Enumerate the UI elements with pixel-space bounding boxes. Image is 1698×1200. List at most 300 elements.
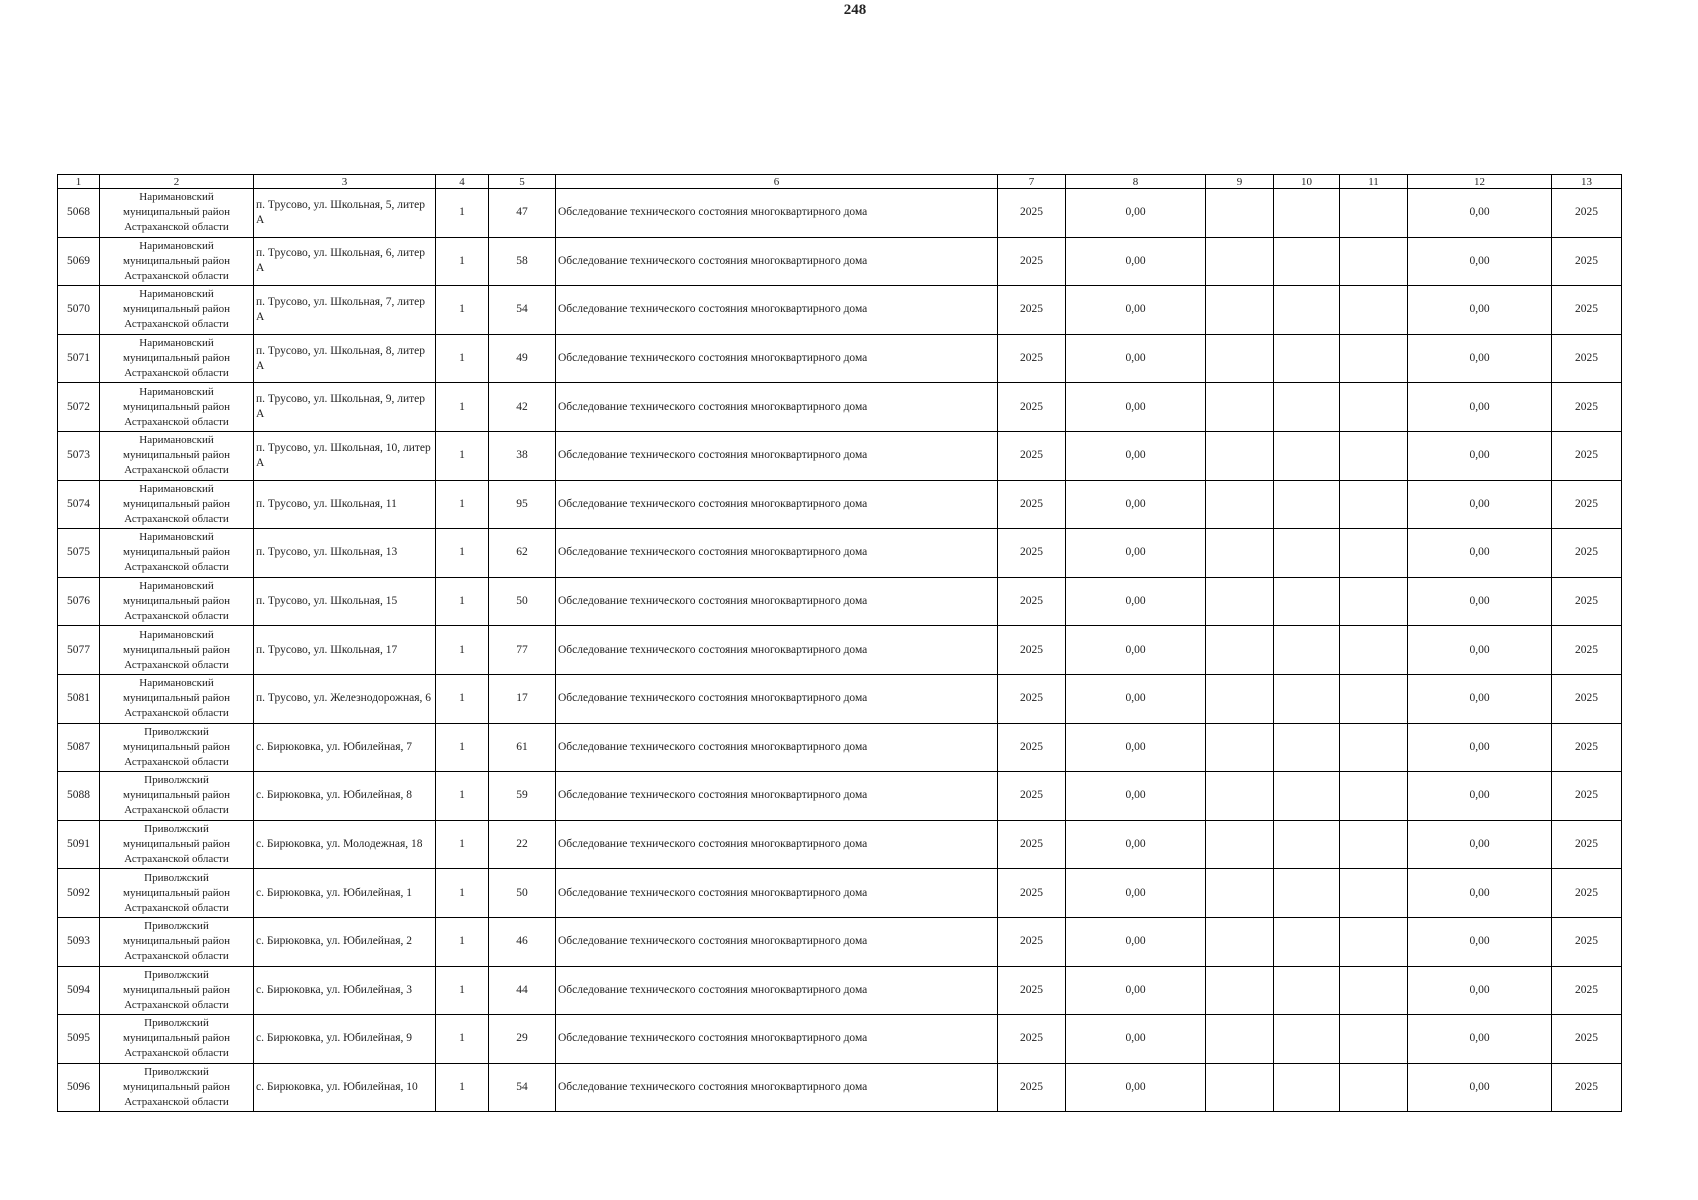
- cell-number: 5081: [58, 674, 100, 723]
- cell-col-9: [1206, 189, 1274, 238]
- cell-year: 2025: [998, 431, 1066, 480]
- cell-work-type: Обследование технического состояния многоквартирного дома: [556, 577, 998, 626]
- cell-number: 5092: [58, 869, 100, 918]
- cell-year: 2025: [998, 723, 1066, 772]
- cell-col-4: 1: [436, 189, 489, 238]
- cell-cost: 0,00: [1066, 480, 1206, 529]
- cell-address: с. Бирюковка, ул. Юбилейная, 9: [254, 1015, 436, 1064]
- cell-year: 2025: [998, 869, 1066, 918]
- cell-work-type: Обследование технического состояния многоквартирного дома: [556, 1015, 998, 1064]
- cell-work-type: Обследование технического состояния многоквартирного дома: [556, 966, 998, 1015]
- cell-municipality: [100, 286, 254, 335]
- cell-municipality: [100, 334, 254, 383]
- cell-cost: 0,00: [1066, 723, 1206, 772]
- cell-col-12: 0,00: [1408, 820, 1552, 869]
- cell-municipality: [100, 772, 254, 821]
- table-row: [58, 966, 1622, 1015]
- cell-col-9: [1206, 577, 1274, 626]
- cell-municipality: [100, 1063, 254, 1112]
- municipality-line: Наримановский: [139, 580, 214, 593]
- cell-col-9: [1206, 772, 1274, 821]
- cell-col-5: 46: [489, 917, 556, 966]
- cell-col-12: 0,00: [1408, 966, 1552, 1015]
- cell-col-5: 17: [489, 674, 556, 723]
- cell-municipality: [100, 431, 254, 480]
- cell-number: 5091: [58, 820, 100, 869]
- table-row: [58, 1015, 1622, 1064]
- cell-col-5: 22: [489, 820, 556, 869]
- municipality-line: муниципальный район: [123, 546, 230, 559]
- cell-year: 2025: [998, 577, 1066, 626]
- cell-number: 5093: [58, 917, 100, 966]
- cell-year: 2025: [998, 626, 1066, 675]
- cell-number: 5096: [58, 1063, 100, 1112]
- cell-year: 2025: [998, 334, 1066, 383]
- table-body: [58, 189, 1622, 1112]
- cell-col-12: 0,00: [1408, 577, 1552, 626]
- cell-col-13: 2025: [1552, 1063, 1622, 1112]
- cell-col-4: 1: [436, 869, 489, 918]
- page-number: 248: [843, 2, 867, 18]
- table-row: [58, 869, 1622, 918]
- cell-municipality: [100, 383, 254, 432]
- column-header: 8: [1066, 175, 1206, 189]
- cell-col-11: [1340, 431, 1408, 480]
- municipality-line: муниципальный район: [123, 206, 230, 219]
- cell-cost: 0,00: [1066, 966, 1206, 1015]
- cell-cost: 0,00: [1066, 1063, 1206, 1112]
- cell-number: 5070: [58, 286, 100, 335]
- cell-year: 2025: [998, 1063, 1066, 1112]
- table-row: [58, 431, 1622, 480]
- cell-col-13: 2025: [1552, 966, 1622, 1015]
- cell-col-10: [1274, 674, 1340, 723]
- column-number-row: [58, 175, 1622, 189]
- cell-col-9: [1206, 820, 1274, 869]
- cell-col-12: 0,00: [1408, 334, 1552, 383]
- cell-col-4: 1: [436, 334, 489, 383]
- cell-number: 5069: [58, 237, 100, 286]
- municipality-line: Астраханской области: [124, 755, 229, 768]
- municipality-line: Астраханской области: [124, 561, 229, 574]
- cell-col-13: 2025: [1552, 917, 1622, 966]
- cell-col-11: [1340, 237, 1408, 286]
- cell-col-13: 2025: [1552, 772, 1622, 821]
- cell-address: с. Бирюковка, ул. Юбилейная, 10: [254, 1063, 436, 1112]
- table-row: [58, 237, 1622, 286]
- cell-col-4: 1: [436, 383, 489, 432]
- cell-work-type: Обследование технического состояния многоквартирного дома: [556, 626, 998, 675]
- municipality-line: Приволжский: [144, 920, 209, 933]
- cell-address: с. Бирюковка, ул. Молодежная, 18: [254, 820, 436, 869]
- cell-col-13: 2025: [1552, 286, 1622, 335]
- cell-col-10: [1274, 869, 1340, 918]
- municipality-line: Астраханской области: [124, 221, 229, 234]
- column-header: 6: [556, 175, 998, 189]
- municipality-line: Приволжский: [144, 725, 209, 738]
- cell-work-type: Обследование технического состояния многоквартирного дома: [556, 334, 998, 383]
- cell-col-4: 1: [436, 431, 489, 480]
- municipality-line: Астраханской области: [124, 1047, 229, 1060]
- municipality-line: муниципальный район: [123, 740, 230, 753]
- municipality-line: муниципальный район: [123, 983, 230, 996]
- cell-col-10: [1274, 383, 1340, 432]
- cell-col-10: [1274, 626, 1340, 675]
- cell-municipality: [100, 577, 254, 626]
- municipality-line: муниципальный район: [123, 497, 230, 510]
- cell-col-10: [1274, 772, 1340, 821]
- cell-number: 5094: [58, 966, 100, 1015]
- cell-number: 5071: [58, 334, 100, 383]
- municipality-line: муниципальный район: [123, 935, 230, 948]
- municipality-line: Астраханской области: [124, 610, 229, 623]
- municipality-line: Астраханской области: [124, 464, 229, 477]
- cell-col-13: 2025: [1552, 820, 1622, 869]
- cell-address: п. Трусово, ул. Школьная, 13: [254, 529, 436, 578]
- table-row: [58, 286, 1622, 335]
- municipality-line: Астраханской области: [124, 367, 229, 380]
- municipality-line: муниципальный район: [123, 352, 230, 365]
- cell-col-9: [1206, 966, 1274, 1015]
- cell-col-12: 0,00: [1408, 1015, 1552, 1064]
- cell-municipality: [100, 820, 254, 869]
- municipality-line: Наримановский: [139, 288, 214, 301]
- cell-col-5: 42: [489, 383, 556, 432]
- cell-col-13: 2025: [1552, 431, 1622, 480]
- cell-address: п. Трусово, ул. Школьная, 8, литер А: [254, 334, 436, 383]
- cell-col-11: [1340, 820, 1408, 869]
- cell-col-9: [1206, 383, 1274, 432]
- cell-col-12: 0,00: [1408, 383, 1552, 432]
- municipality-line: муниципальный район: [123, 1080, 230, 1093]
- cell-col-9: [1206, 674, 1274, 723]
- cell-number: 5088: [58, 772, 100, 821]
- cell-cost: 0,00: [1066, 820, 1206, 869]
- cell-col-9: [1206, 917, 1274, 966]
- table-row: [58, 334, 1622, 383]
- cell-work-type: Обследование технического состояния многоквартирного дома: [556, 529, 998, 578]
- cell-col-10: [1274, 917, 1340, 966]
- cell-year: 2025: [998, 189, 1066, 238]
- municipality-line: Астраханской области: [124, 1095, 229, 1108]
- cell-col-10: [1274, 1015, 1340, 1064]
- cell-col-9: [1206, 529, 1274, 578]
- cell-col-4: 1: [436, 286, 489, 335]
- cell-col-4: 1: [436, 237, 489, 286]
- cell-col-13: 2025: [1552, 869, 1622, 918]
- cell-col-12: 0,00: [1408, 723, 1552, 772]
- cell-col-4: 1: [436, 577, 489, 626]
- municipality-line: Наримановский: [139, 677, 214, 690]
- cell-col-4: 1: [436, 1063, 489, 1112]
- cell-col-10: [1274, 529, 1340, 578]
- column-header: 7: [998, 175, 1066, 189]
- cell-address: п. Трусово, ул. Школьная, 5, литер А: [254, 189, 436, 238]
- column-header: 1: [58, 175, 100, 189]
- column-header: 3: [254, 175, 436, 189]
- cell-year: 2025: [998, 674, 1066, 723]
- cell-municipality: [100, 626, 254, 675]
- cell-year: 2025: [998, 1015, 1066, 1064]
- cell-address: с. Бирюковка, ул. Юбилейная, 7: [254, 723, 436, 772]
- column-header: 12: [1408, 175, 1552, 189]
- cell-address: п. Трусово, ул. Школьная, 15: [254, 577, 436, 626]
- cell-col-9: [1206, 334, 1274, 383]
- cell-number: 5077: [58, 626, 100, 675]
- municipality-line: Астраханской области: [124, 658, 229, 671]
- cell-cost: 0,00: [1066, 626, 1206, 675]
- cell-cost: 0,00: [1066, 286, 1206, 335]
- municipality-line: Астраханской области: [124, 998, 229, 1011]
- cell-municipality: [100, 237, 254, 286]
- cell-col-11: [1340, 1063, 1408, 1112]
- cell-cost: 0,00: [1066, 1015, 1206, 1064]
- cell-work-type: Обследование технического состояния многоквартирного дома: [556, 431, 998, 480]
- table-header: [58, 175, 1622, 189]
- cell-col-13: 2025: [1552, 334, 1622, 383]
- cell-col-11: [1340, 334, 1408, 383]
- municipality-line: муниципальный район: [123, 692, 230, 705]
- municipality-line: Астраханской области: [124, 269, 229, 282]
- cell-municipality: [100, 869, 254, 918]
- cell-cost: 0,00: [1066, 334, 1206, 383]
- municipality-line: муниципальный район: [123, 789, 230, 802]
- cell-address: с. Бирюковка, ул. Юбилейная, 3: [254, 966, 436, 1015]
- cell-col-12: 0,00: [1408, 626, 1552, 675]
- municipality-line: Астраханской области: [124, 707, 229, 720]
- cell-col-13: 2025: [1552, 674, 1622, 723]
- cell-col-11: [1340, 723, 1408, 772]
- column-header: 10: [1274, 175, 1340, 189]
- cell-col-11: [1340, 383, 1408, 432]
- cell-year: 2025: [998, 529, 1066, 578]
- cell-number: 5072: [58, 383, 100, 432]
- cell-col-9: [1206, 869, 1274, 918]
- cell-col-4: 1: [436, 626, 489, 675]
- municipality-line: Наримановский: [139, 191, 214, 204]
- cell-year: 2025: [998, 286, 1066, 335]
- municipality-line: Приволжский: [144, 1065, 209, 1078]
- cell-col-9: [1206, 237, 1274, 286]
- cell-col-12: 0,00: [1408, 189, 1552, 238]
- cell-work-type: Обследование технического состояния многоквартирного дома: [556, 189, 998, 238]
- cell-work-type: Обследование технического состояния многоквартирного дома: [556, 820, 998, 869]
- cell-col-13: 2025: [1552, 529, 1622, 578]
- municipality-line: Астраханской области: [124, 512, 229, 525]
- column-header: 4: [436, 175, 489, 189]
- municipality-line: Наримановский: [139, 531, 214, 544]
- cell-col-10: [1274, 189, 1340, 238]
- cell-col-10: [1274, 431, 1340, 480]
- municipality-line: Астраханской области: [124, 901, 229, 914]
- cell-address: с. Бирюковка, ул. Юбилейная, 1: [254, 869, 436, 918]
- cell-col-10: [1274, 237, 1340, 286]
- cell-col-4: 1: [436, 1015, 489, 1064]
- cell-col-4: 1: [436, 723, 489, 772]
- table-row: [58, 674, 1622, 723]
- cell-col-11: [1340, 966, 1408, 1015]
- cell-col-4: 1: [436, 529, 489, 578]
- cell-year: 2025: [998, 480, 1066, 529]
- municipality-line: Наримановский: [139, 337, 214, 350]
- column-header: 5: [489, 175, 556, 189]
- cell-number: 5087: [58, 723, 100, 772]
- cell-col-5: 29: [489, 1015, 556, 1064]
- cell-col-4: 1: [436, 966, 489, 1015]
- cell-col-13: 2025: [1552, 189, 1622, 238]
- table-row: [58, 917, 1622, 966]
- cell-col-5: 49: [489, 334, 556, 383]
- municipality-line: муниципальный район: [123, 449, 230, 462]
- cell-municipality: [100, 917, 254, 966]
- cell-year: 2025: [998, 820, 1066, 869]
- cell-col-4: 1: [436, 772, 489, 821]
- municipality-line: муниципальный район: [123, 254, 230, 267]
- cell-col-9: [1206, 723, 1274, 772]
- column-header: 9: [1206, 175, 1274, 189]
- municipality-line: Приволжский: [144, 823, 209, 836]
- cell-address: с. Бирюковка, ул. Юбилейная, 8: [254, 772, 436, 821]
- cell-cost: 0,00: [1066, 189, 1206, 238]
- cell-cost: 0,00: [1066, 431, 1206, 480]
- cell-col-5: 44: [489, 966, 556, 1015]
- cell-address: с. Бирюковка, ул. Юбилейная, 2: [254, 917, 436, 966]
- cell-col-11: [1340, 674, 1408, 723]
- table-row: [58, 383, 1622, 432]
- cell-address: п. Трусово, ул. Железнодорожная, 6: [254, 674, 436, 723]
- cell-col-5: 59: [489, 772, 556, 821]
- cell-cost: 0,00: [1066, 869, 1206, 918]
- cell-col-13: 2025: [1552, 480, 1622, 529]
- cell-col-10: [1274, 966, 1340, 1015]
- table-row: [58, 626, 1622, 675]
- cell-number: 5095: [58, 1015, 100, 1064]
- cell-col-12: 0,00: [1408, 237, 1552, 286]
- cell-municipality: [100, 966, 254, 1015]
- cell-col-12: 0,00: [1408, 917, 1552, 966]
- cell-col-12: 0,00: [1408, 674, 1552, 723]
- municipality-line: Наримановский: [139, 239, 214, 252]
- cell-col-11: [1340, 529, 1408, 578]
- cell-work-type: Обследование технического состояния многоквартирного дома: [556, 383, 998, 432]
- cell-number: 5076: [58, 577, 100, 626]
- municipality-line: Наримановский: [139, 482, 214, 495]
- cell-col-11: [1340, 869, 1408, 918]
- cell-col-4: 1: [436, 674, 489, 723]
- cell-col-13: 2025: [1552, 723, 1622, 772]
- municipality-line: муниципальный район: [123, 643, 230, 656]
- column-header: 13: [1552, 175, 1622, 189]
- cell-year: 2025: [998, 966, 1066, 1015]
- cell-col-5: 95: [489, 480, 556, 529]
- cell-work-type: Обследование технического состояния многоквартирного дома: [556, 723, 998, 772]
- cell-col-11: [1340, 772, 1408, 821]
- column-header: 11: [1340, 175, 1408, 189]
- cell-col-11: [1340, 480, 1408, 529]
- cell-number: 5074: [58, 480, 100, 529]
- cell-col-13: 2025: [1552, 237, 1622, 286]
- cell-cost: 0,00: [1066, 577, 1206, 626]
- municipality-line: Наримановский: [139, 385, 214, 398]
- table-row: [58, 772, 1622, 821]
- cell-col-5: 61: [489, 723, 556, 772]
- cell-col-5: 58: [489, 237, 556, 286]
- cell-col-13: 2025: [1552, 1015, 1622, 1064]
- cell-col-13: 2025: [1552, 626, 1622, 675]
- cell-col-5: 50: [489, 577, 556, 626]
- cell-year: 2025: [998, 237, 1066, 286]
- cell-col-11: [1340, 189, 1408, 238]
- cell-address: п. Трусово, ул. Школьная, 6, литер А: [254, 237, 436, 286]
- cell-col-9: [1206, 626, 1274, 675]
- cell-col-5: 62: [489, 529, 556, 578]
- column-header: 2: [100, 175, 254, 189]
- cell-address: п. Трусово, ул. Школьная, 10, литер А: [254, 431, 436, 480]
- municipality-line: Астраханской области: [124, 853, 229, 866]
- cell-municipality: [100, 723, 254, 772]
- cell-col-5: 38: [489, 431, 556, 480]
- cell-work-type: Обследование технического состояния многоквартирного дома: [556, 917, 998, 966]
- cell-work-type: Обследование технического состояния многоквартирного дома: [556, 237, 998, 286]
- cell-number: 5068: [58, 189, 100, 238]
- cell-cost: 0,00: [1066, 529, 1206, 578]
- cell-number: 5073: [58, 431, 100, 480]
- municipality-line: Приволжский: [144, 1017, 209, 1030]
- cell-col-10: [1274, 480, 1340, 529]
- cell-col-9: [1206, 431, 1274, 480]
- municipality-line: Астраханской области: [124, 318, 229, 331]
- cell-col-10: [1274, 1063, 1340, 1112]
- table-row: [58, 529, 1622, 578]
- cell-col-10: [1274, 286, 1340, 335]
- municipality-line: Приволжский: [144, 774, 209, 787]
- program-table: [57, 174, 1622, 1112]
- municipality-line: муниципальный район: [123, 838, 230, 851]
- cell-address: п. Трусово, ул. Школьная, 9, литер А: [254, 383, 436, 432]
- cell-address: п. Трусово, ул. Школьная, 11: [254, 480, 436, 529]
- municipality-line: Наримановский: [139, 628, 214, 641]
- municipality-line: Наримановский: [139, 434, 214, 447]
- cell-col-10: [1274, 820, 1340, 869]
- cell-work-type: Обследование технического состояния многоквартирного дома: [556, 286, 998, 335]
- table-row: [58, 723, 1622, 772]
- cell-col-13: 2025: [1552, 577, 1622, 626]
- cell-col-9: [1206, 480, 1274, 529]
- municipality-line: муниципальный район: [123, 886, 230, 899]
- cell-col-10: [1274, 577, 1340, 626]
- cell-col-5: 50: [489, 869, 556, 918]
- cell-col-5: 77: [489, 626, 556, 675]
- cell-cost: 0,00: [1066, 383, 1206, 432]
- cell-col-13: 2025: [1552, 383, 1622, 432]
- cell-col-5: 54: [489, 286, 556, 335]
- cell-col-5: 47: [489, 189, 556, 238]
- cell-col-10: [1274, 723, 1340, 772]
- cell-col-4: 1: [436, 480, 489, 529]
- cell-col-12: 0,00: [1408, 772, 1552, 821]
- municipality-line: муниципальный район: [123, 595, 230, 608]
- cell-col-5: 54: [489, 1063, 556, 1112]
- table-row: [58, 577, 1622, 626]
- cell-col-12: 0,00: [1408, 480, 1552, 529]
- cell-address: п. Трусово, ул. Школьная, 7, литер А: [254, 286, 436, 335]
- cell-year: 2025: [998, 383, 1066, 432]
- cell-work-type: Обследование технического состояния многоквартирного дома: [556, 869, 998, 918]
- cell-work-type: Обследование технического состояния многоквартирного дома: [556, 772, 998, 821]
- cell-col-9: [1206, 1063, 1274, 1112]
- municipality-line: муниципальный район: [123, 1032, 230, 1045]
- cell-year: 2025: [998, 917, 1066, 966]
